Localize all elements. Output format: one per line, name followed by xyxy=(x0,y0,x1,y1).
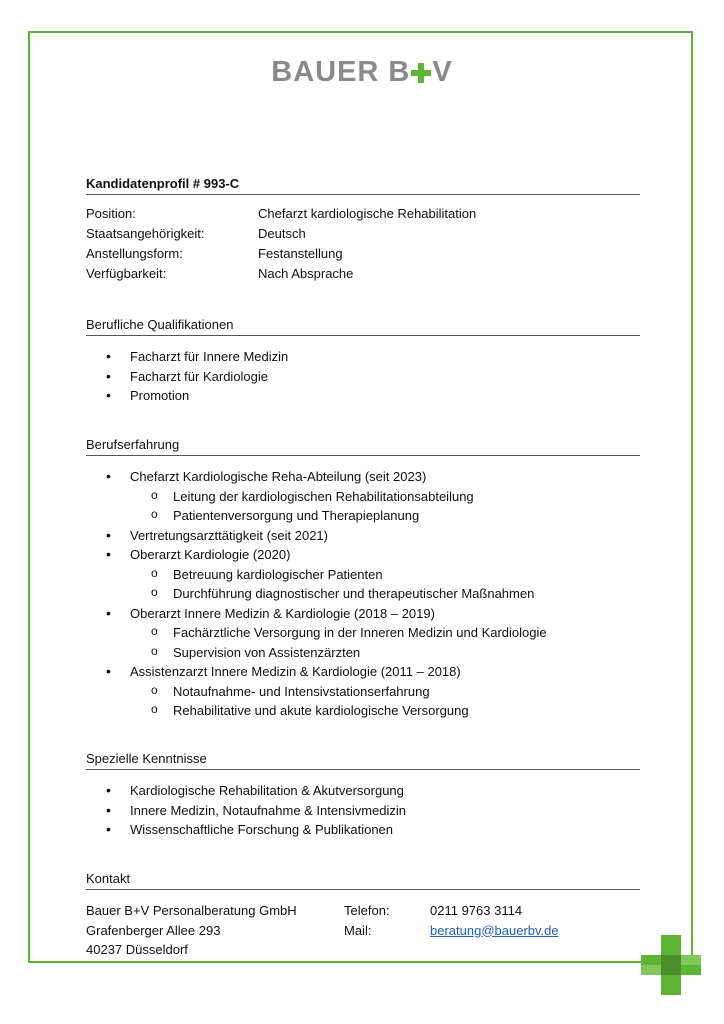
street-address: Grafenberger Allee 293 xyxy=(86,922,221,938)
field-value: Festanstellung xyxy=(258,246,343,261)
sub-list-item: o Fachärztliche Versorgung in der Inneren Medizin und Kardiologie xyxy=(106,623,547,643)
list-item: • Oberarzt Kardiologie (2020) xyxy=(106,545,547,565)
profile-fields xyxy=(86,204,476,284)
logo-plus-icon xyxy=(411,63,431,83)
list-item: • Facharzt für Innere Medizin xyxy=(106,347,288,367)
contact-heading: Kontakt xyxy=(86,871,640,890)
list-item: • Vertretungsarzttätigkeit (seit 2021) xyxy=(106,526,547,546)
list-item: • Chefarzt Kardiologische Reha-Abteilung (seit 2023) xyxy=(106,467,547,487)
company-logo xyxy=(0,56,724,89)
contact-address xyxy=(86,901,297,960)
list-item: • Wissenschaftliche Forschung & Publikationen xyxy=(106,820,406,840)
contact-labels xyxy=(344,901,390,940)
field-label: Verfügbarkeit: xyxy=(86,266,167,281)
field-label: Anstellungsform: xyxy=(86,246,183,261)
list-item: • Promotion xyxy=(106,386,288,406)
sub-list-item: o Leitung der kardiologischen Rehabilitationsabteilung xyxy=(106,487,547,507)
field-label: Staatsangehörigkeit: xyxy=(86,226,205,241)
list-item: • Kardiologische Rehabilitation & Akutversorgung xyxy=(106,781,406,801)
logo-text-left: BAUER B xyxy=(271,56,411,88)
qualifications-list xyxy=(106,347,288,406)
field-row xyxy=(86,224,476,244)
phone-label: Telefon: xyxy=(344,903,390,918)
sub-list-item: o Notaufnahme- und Intensivstationserfahrung xyxy=(106,682,547,702)
sub-list-item: o Patientenversorgung und Therapieplanung xyxy=(106,506,547,526)
sub-list-item: o Betreuung kardiologischer Patienten xyxy=(106,565,547,585)
sub-list-item: o Durchführung diagnostischer und therapeutischer Maßnahmen xyxy=(106,584,547,604)
field-value: Chefarzt kardiologische Rehabilitation xyxy=(258,206,477,221)
sub-list-item: o Supervision von Assistenzärzten xyxy=(106,643,547,663)
experience-heading: Berufserfahrung xyxy=(86,437,640,456)
skills-heading: Spezielle Kenntnisse xyxy=(86,751,640,770)
field-value: Nach Absprache xyxy=(258,266,354,281)
field-row xyxy=(86,204,476,224)
city-address: 40237 Düsseldorf xyxy=(86,942,188,957)
list-item: • Assistenzarzt Innere Medizin & Kardiologie (2011 – 2018) xyxy=(106,662,547,682)
email-link[interactable]: beratung@bauerbv.de xyxy=(430,922,559,938)
logo-text-right: V xyxy=(432,56,453,88)
sub-list-item: o Rehabilitative und akute kardiologische Versorgung xyxy=(106,701,547,721)
contact-values xyxy=(430,901,559,940)
decorative-plus-icon xyxy=(641,935,701,995)
profile-title: Kandidatenprofil # 993-C xyxy=(86,176,640,195)
phone-number: 0211 9763 3114 xyxy=(430,903,523,918)
list-item: • Oberarzt Innere Medizin & Kardiologie (2018 – 2019) xyxy=(106,604,547,624)
list-item: • Innere Medizin, Notaufnahme & Intensivmedizin xyxy=(106,801,406,821)
mail-label: Mail: xyxy=(344,922,372,938)
field-row xyxy=(86,244,476,264)
field-label: Position: xyxy=(86,206,136,221)
field-value: Deutsch xyxy=(258,226,306,241)
experience-list xyxy=(106,467,547,721)
field-row xyxy=(86,264,476,284)
company-name: Bauer B+V Personalberatung GmbH xyxy=(86,903,297,918)
list-item: • Facharzt für Kardiologie xyxy=(106,367,288,387)
skills-list xyxy=(106,781,406,840)
qualifications-heading: Berufliche Qualifikationen xyxy=(86,317,640,336)
